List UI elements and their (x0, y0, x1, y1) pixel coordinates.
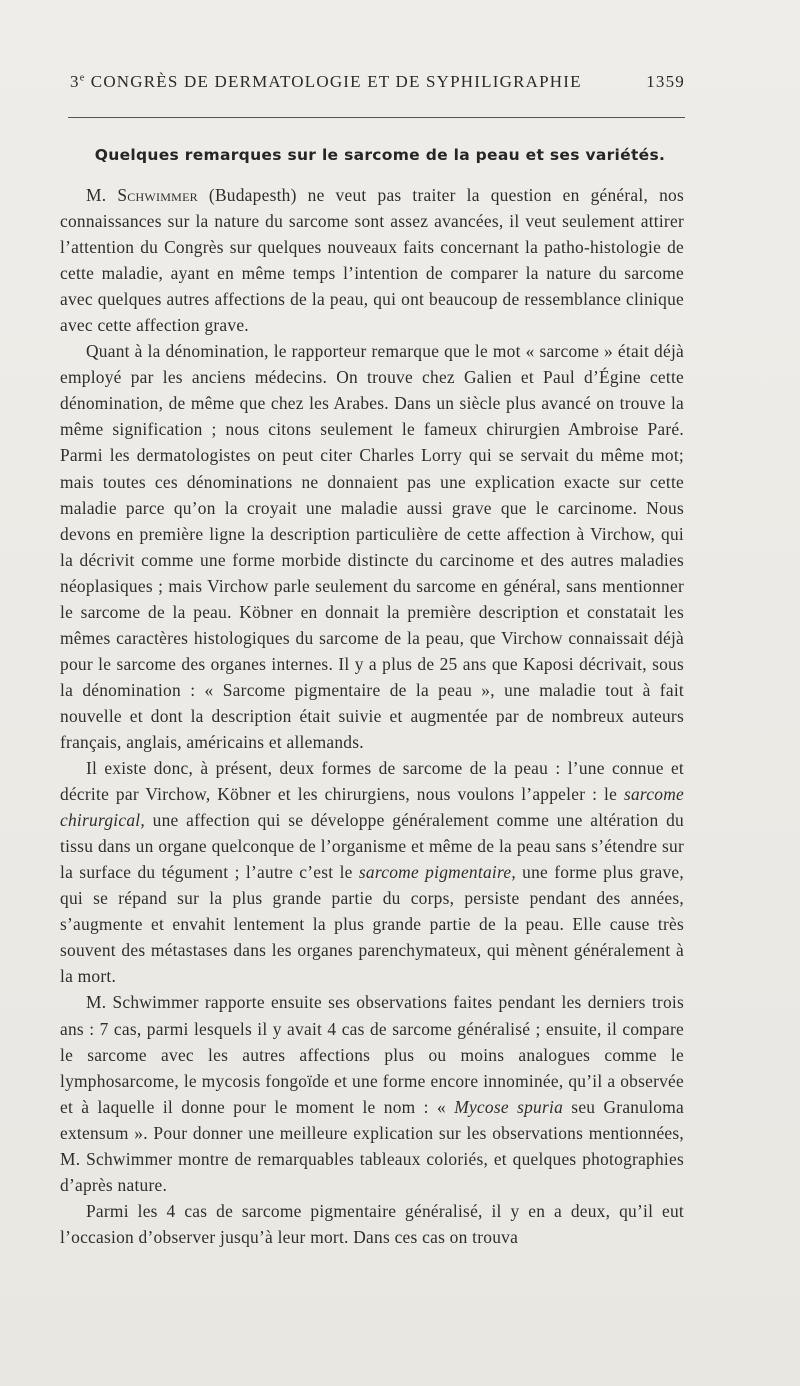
paragraph-3-part: une affection qui se développe généralement comme une altération du tissu dans un organe quelconque de l’organisme et même de la peau sans s’étendre sur la surface du tégument ; l’autre c’est le (60, 810, 684, 883)
header-rule (68, 117, 685, 118)
paragraph-4 (60, 989, 684, 1197)
paragraph-3-part: une forme plus grave, qui se répand sur la plus grande partie du corps, persiste pendant des années, s’augmente et envahit lentement la plus grande partie de la peau. Elle cause très souvent des métastases dans les organes parenchymateux, qui mènent généralement à la mort. (60, 862, 684, 987)
term-sarcome-pigmentaire: sarcome pigmentaire, (358, 862, 516, 883)
paragraph-3-part: Il existe donc, à présent, deux formes de sarcome de la peau : l’une connue et décrite par Virchow, Köbner et les chirurgiens, nous voulons l’appeler : le (60, 758, 684, 805)
section-title: Quelques remarques sur le sarcome de la peau et ses variétés. (94, 146, 666, 164)
paragraph-5: Parmi les 4 cas de sarcome pigmentaire généralisé, il y en a deux, qu’il eut l’occasion d’observer jusqu’à leur mort. Dans ces cas on trouva (60, 1200, 684, 1247)
paragraph-4-part: seu Granuloma extensum ». Pour donner une meilleure explication sur les observations mentionnées, M. Schwimmer montre de remarquables tableaux coloriés, et quelques photographies d’après nature. (60, 1096, 684, 1195)
term-mycose-spuria: Mycose spuria (454, 1096, 564, 1117)
paragraph-1 (60, 182, 684, 338)
paragraph-2: Quant à la dénomination, le rapporteur remarque que le mot « sarcome » était déjà employé par les anciens médecins. On trouve chez Galien et Paul d’Égine cette dénomination, de même que chez les Arabes. Dans un siècle plus avancé on trouve la même signification ; nous citons seulement le fameux chirurgien Ambroise Paré. Parmi les dermatologistes on peut citer Charles Lorry qui se servait du même mot; mais toutes ces dénominations ne donnaient pas une explication exacte sur cette maladie parce qu’on la croyait une maladie aussi grave que le carcinome. Nous devons en première ligne la description particulière de cette affection à Virchow, qui la décrivit comme une forme morbide distincte du carcinome et des autres maladies néoplasiques ; mais Virchow parle seulement du sarcome en général, sans mentionner le sarcome de la peau. Köbner en donnait la première description et constatait les mêmes caractères histologiques du sarcome de la peau, que Virchow connaissait déjà pour le sarcome des organes internes. Il y a plus de 25 ans que Kaposi décrivait, sous la dénomination : « Sarcome pigmentaire de la peau », une maladie tout à fait nouvelle et dont la description était suivie et augmentée par de nombreux auteurs français, anglais, américains et allemands. (60, 341, 684, 752)
page-number: 1359 (646, 72, 685, 91)
paragraph-1-part: M. (86, 185, 118, 205)
running-title-superscript: e (79, 72, 86, 84)
paragraph-3 (60, 755, 684, 989)
running-title-text: CONGRÈS DE DERMATOLOGIE ET DE SYPHILIGRAPHIE (85, 72, 582, 91)
running-title (70, 72, 582, 92)
term-sarcome-chirurgical: sarcome chirurgical, (60, 784, 684, 831)
running-title-number: 3 (70, 72, 80, 91)
paragraph-1-part: (Budapesth) ne veut pas traiter la question en général, nos connaissances sur la nature du sarcome sont assez avancées, il veut seulement attirer l’attention du Congrès sur quelques nouveaux faits concernant la patho-histologie de cette maladie, ayant en même temps l’intention de comparer la nature du sarcome avec quelques autres affections de la peau, qui ont beaucoup de ressemblance clinique avec cette affection grave. (60, 185, 684, 336)
author-name: Schwimmer (117, 185, 198, 205)
paragraph-4-part: M. Schwimmer rapporte ensuite ses observations faites pendant les derniers trois ans : 7 cas, parmi lesquels il y avait 4 cas de sarcome généralisé ; ensuite, il compare le sarcome avec les autres affections plus ou moins analogues comme le lymphosarcome, le mycosis fongoïde et une forme encore innominée, qu’il a observée et à laquelle il donne pour le moment le nom : « (60, 992, 684, 1117)
body-text (60, 182, 684, 1250)
running-header (70, 72, 685, 92)
